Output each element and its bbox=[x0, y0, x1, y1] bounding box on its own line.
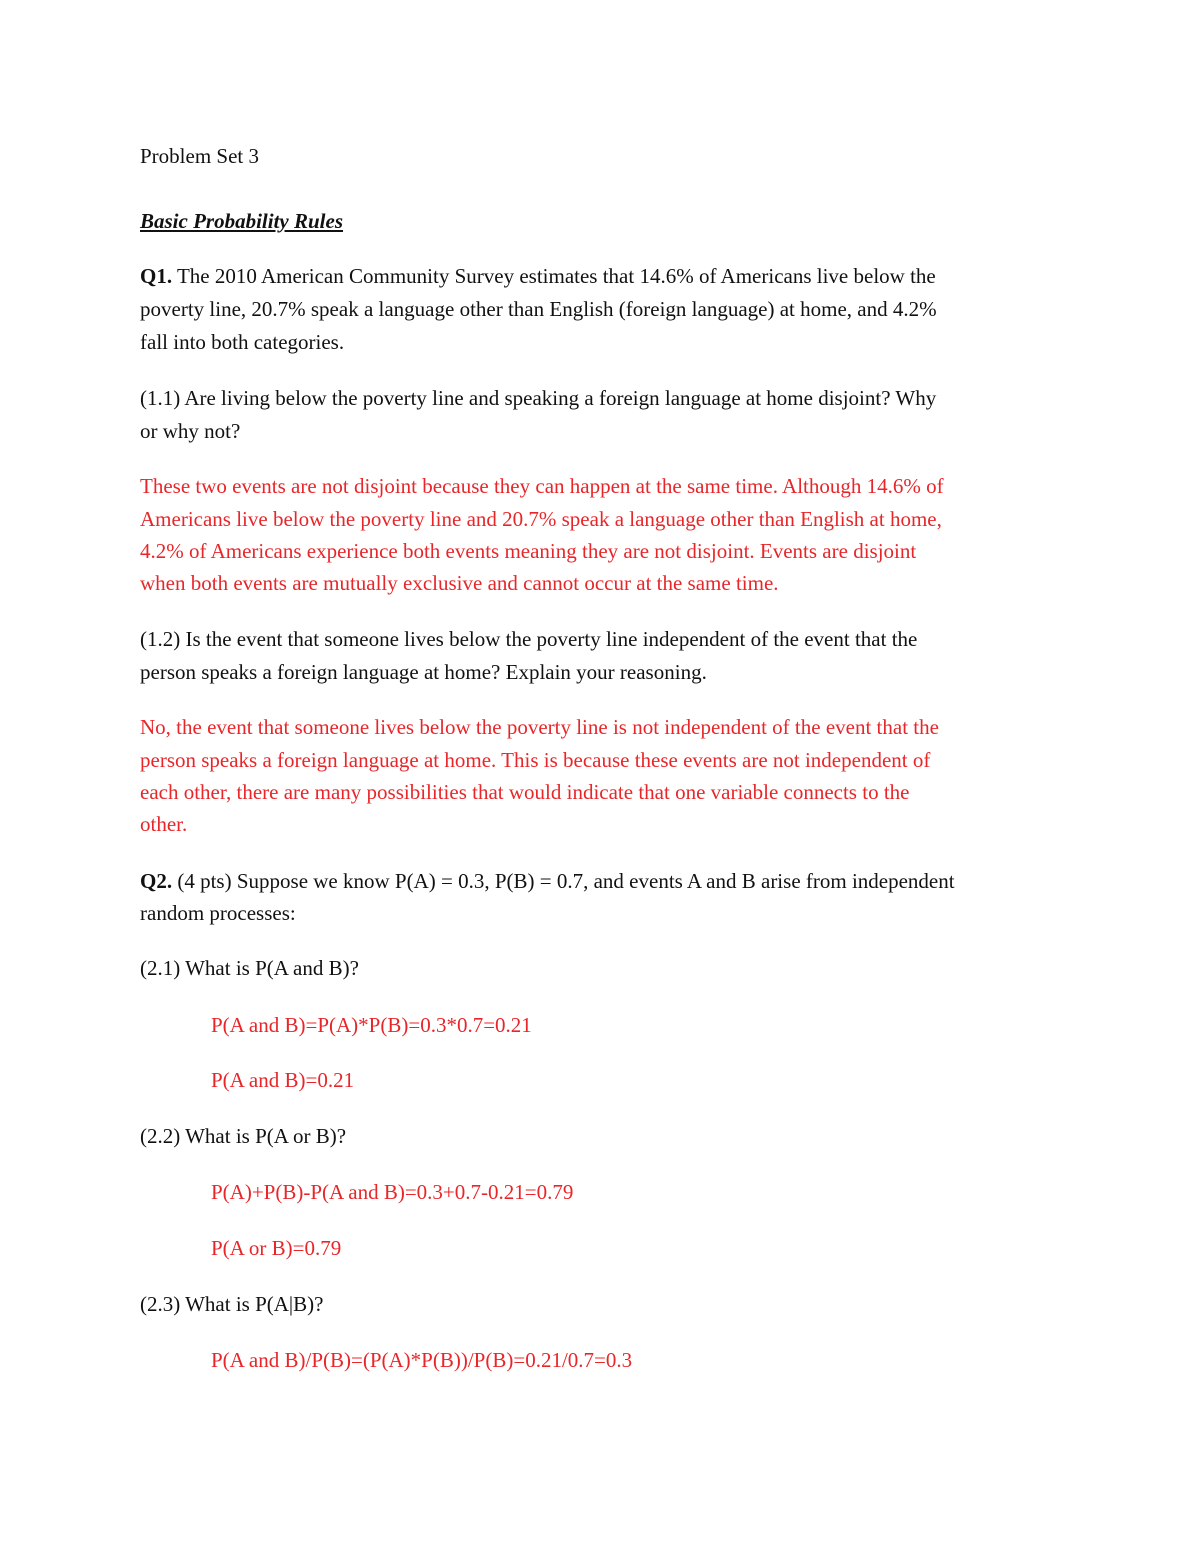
page-title: Problem Set 3 bbox=[140, 144, 259, 168]
q2-prompt-text: (4 pts) Suppose we know P(A) = 0.3, P(B) = 0.7, and events A and B arise from independent bbox=[172, 869, 955, 893]
q1-prompt-line-2: poverty line, 20.7% speak a language other than English (foreign language) at home, and 4.2% bbox=[140, 297, 937, 321]
q2-label: Q2. bbox=[140, 869, 173, 893]
q1-1-answer-line-1: These two events are not disjoint because they can happen at the same time. Although 14.6% of bbox=[140, 474, 944, 498]
q2-1-answer-1: P(A and B)=P(A)*P(B)=0.3*0.7=0.21 bbox=[211, 1013, 532, 1037]
q1-2-answer-line-1: No, the event that someone lives below the poverty line is not independent of the event that the bbox=[140, 715, 939, 739]
q2-3-question: (2.3) What is P(A|B)? bbox=[140, 1292, 324, 1316]
q1-1-answer-line-4: when both events are mutually exclusive and cannot occur at the same time. bbox=[140, 571, 779, 595]
q2-2-answer-1: P(A)+P(B)-P(A and B)=0.3+0.7-0.21=0.79 bbox=[211, 1180, 574, 1204]
q1-label: Q1. bbox=[140, 264, 173, 288]
q1-2-answer-line-3: each other, there are many possibilities that would indicate that one variable connects to the bbox=[140, 780, 910, 804]
q1-2-answer-line-2: person speaks a foreign language at home. This is because these events are not independent of bbox=[140, 748, 931, 772]
q1-1-question-line-1: (1.1) Are living below the poverty line and speaking a foreign language at home disjoint? Why bbox=[140, 386, 937, 410]
section-heading: Basic Probability Rules bbox=[140, 209, 344, 233]
q1-2-answer-line-4: other. bbox=[140, 812, 188, 836]
q2-2-question: (2.2) What is P(A or B)? bbox=[140, 1124, 347, 1148]
q1-prompt-text: The 2010 American Community Survey estimates that 14.6% of Americans live below the bbox=[172, 264, 936, 288]
q2-prompt-line-2: random processes: bbox=[140, 901, 296, 925]
q1-prompt-line-1 bbox=[140, 260, 936, 292]
q2-1-question: (2.1) What is P(A and B)? bbox=[140, 956, 359, 980]
q2-3-answer-1: P(A and B)/P(B)=(P(A)*P(B))/P(B)=0.21/0.7=0.3 bbox=[211, 1348, 633, 1372]
q2-2-answer-2: P(A or B)=0.79 bbox=[211, 1236, 342, 1260]
q2-prompt-line-1 bbox=[140, 865, 955, 897]
q1-2-question-line-2: person speaks a foreign language at home? Explain your reasoning. bbox=[140, 660, 707, 684]
q1-1-answer-line-2: Americans live below the poverty line and 20.7% speak a language other than English at home, bbox=[140, 507, 942, 531]
q2-1-answer-2: P(A and B)=0.21 bbox=[211, 1068, 355, 1092]
q1-2-question-line-1: (1.2) Is the event that someone lives below the poverty line independent of the event that the bbox=[140, 627, 918, 651]
q1-1-question-line-2: or why not? bbox=[140, 419, 241, 443]
q1-1-answer-line-3: 4.2% of Americans experience both events meaning they are not disjoint. Events are disjoint bbox=[140, 539, 917, 563]
q1-prompt-line-3: fall into both categories. bbox=[140, 330, 345, 354]
